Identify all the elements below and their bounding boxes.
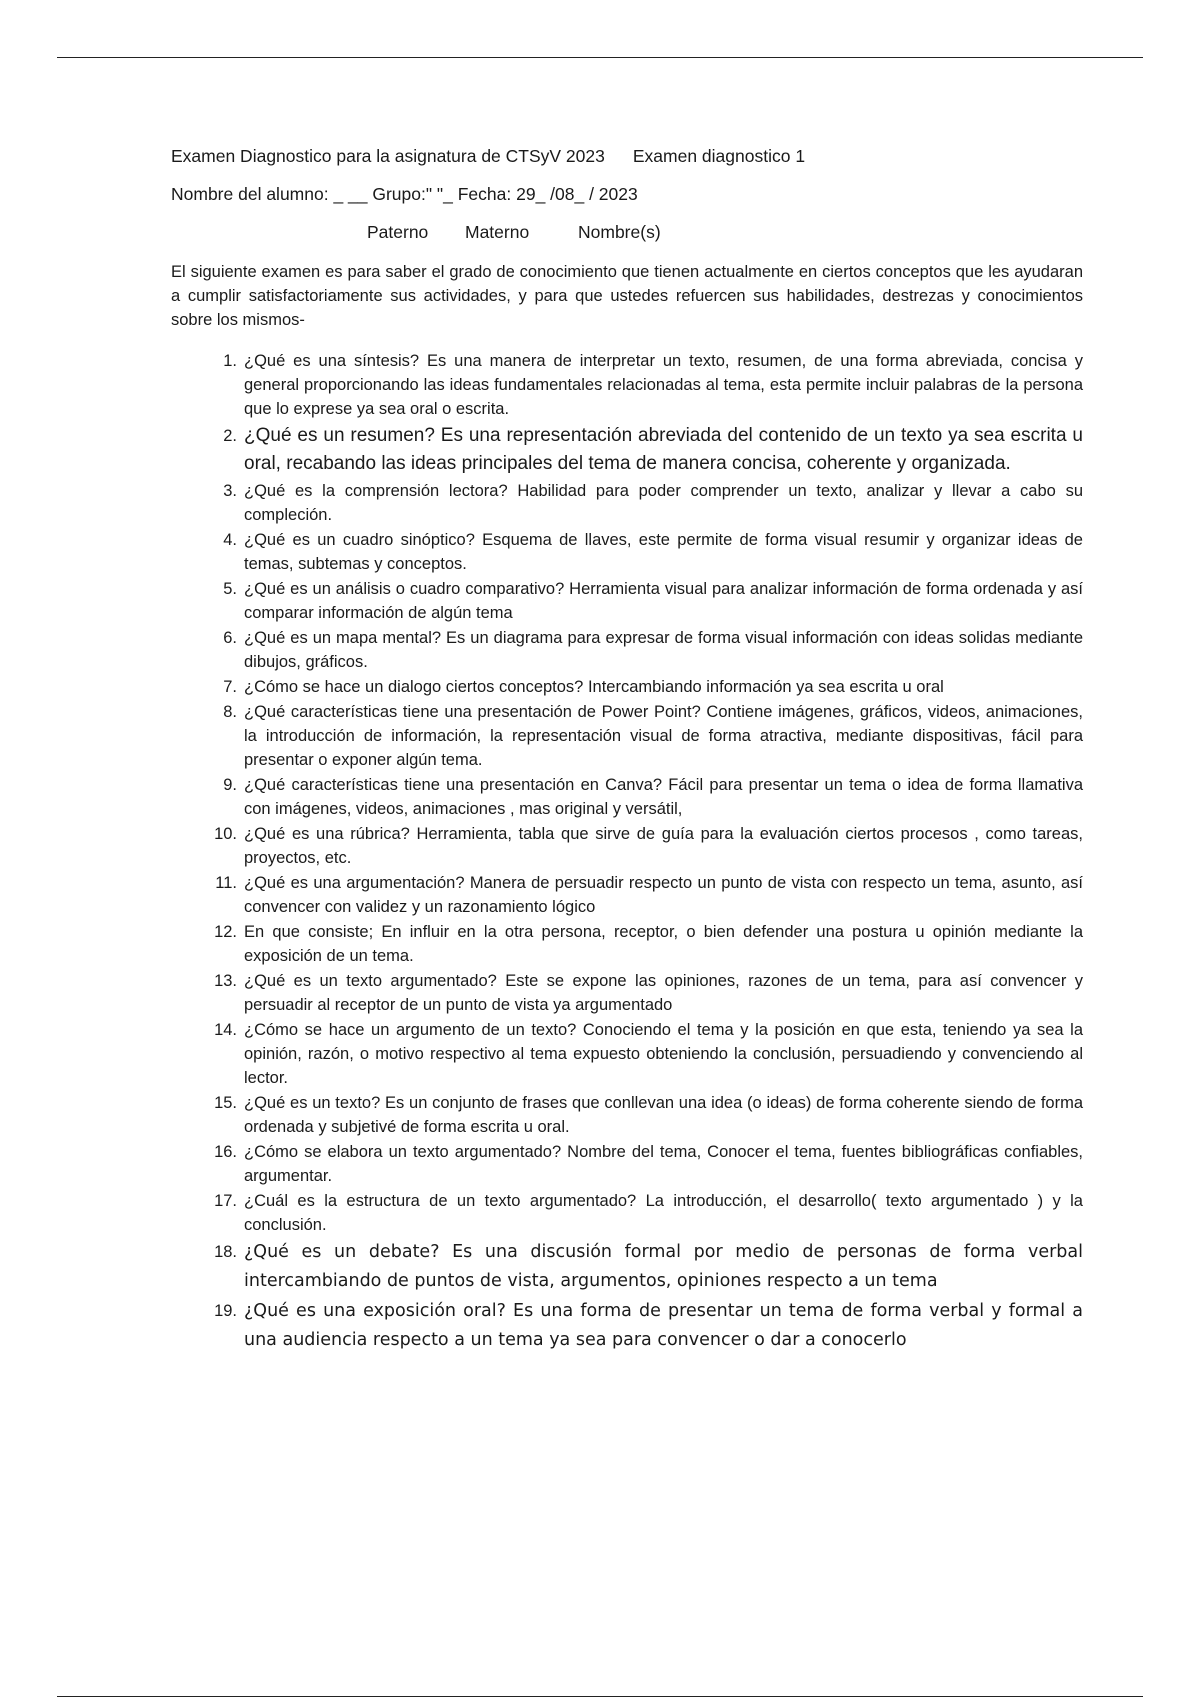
- name-part-nombres: Nombre(s): [578, 222, 661, 242]
- list-item: 6. ¿Qué es un mapa mental? Es un diagrama para expresar de forma visual información con ideas solidas mediante dibujos, gráficos.: [223, 628, 1083, 671]
- list-item: 19. ¿Qué es una exposición oral? Es una forma de presentar un tema de forma verbal y formal a una audiencia respecto a un tema ya sea para convencer o dar a conocerlo: [214, 1300, 1083, 1350]
- exam-header: [171, 144, 1083, 168]
- list-item: 8. ¿Qué características tiene una presentación de Power Point? Contiene imágenes, gráficos, videos, animaciones, la introducción de información, la representación visual de forma atractiva, mediante dispositivas, fácil para presentar o exponer algún tema.: [223, 702, 1083, 769]
- exam-document: [171, 144, 1083, 1356]
- student-info-line: Nombre del alumno: _ __ Grupo:" "_ Fecha: 29_ /08_ / 2023: [171, 184, 638, 204]
- list-item: 2. ¿Qué es un resumen? Es una representación abreviada del contenido de un texto ya sea escrita u oral, recabando las ideas principales del tema de manera concisa, coherente y organizada.: [223, 424, 1083, 474]
- list-item: 10. ¿Qué es una rúbrica? Herramienta, tabla que sirve de guía para la evaluación ciertos procesos , como tareas, proyectos, etc.: [214, 824, 1083, 867]
- top-rule: [57, 57, 1143, 58]
- list-item: 1. ¿Qué es una síntesis? Es una manera de interpretar un texto, resumen, de una forma abreviada, concisa y general proporcionando las ideas fundamentales relacionadas al tema, esta permite incluir palabras de la persona que lo exprese ya sea oral o escrita.: [223, 351, 1083, 418]
- name-part-materno: Materno: [465, 222, 530, 242]
- list-item: 15. ¿Qué es un texto? Es un conjunto de frases que conllevan una idea (o ideas) de forma coherente siendo de forma ordenada y subjetivé de forma escrita u oral.: [214, 1093, 1083, 1136]
- list-item: 12. En que consiste; En influir en la otra persona, receptor, o bien defender una postura u opinión mediante la exposición de un tema.: [214, 922, 1083, 965]
- bottom-rule: [57, 1696, 1143, 1697]
- list-item: 5. ¿Qué es un análisis o cuadro comparativo? Herramienta visual para analizar información de forma ordenada y así comparar información de algún tema: [223, 579, 1083, 622]
- list-item: 3. ¿Qué es la comprensión lectora? Habilidad para poder comprender un texto, analizar y llevar a cabo su compleción.: [223, 481, 1083, 524]
- list-item: 13. ¿Qué es un texto argumentado? Este se expone las opiniones, razones de un tema, para así convencer y persuadir al receptor de un punto de vista ya argumentado: [214, 971, 1083, 1014]
- exam-label: Examen diagnostico 1: [632, 146, 806, 166]
- list-item: 14. ¿Cómo se hace un argumento de un texto? Conociendo el tema y la posición en que esta, teniendo ya sea la opinión, razón, o motivo respectivo al tema expuesto obteniendo la conclusión, persuadiendo y convenciendo al lector.: [214, 1020, 1083, 1087]
- list-item: 18. ¿Qué es un debate? Es una discusión formal por medio de personas de forma verbal intercambiando de puntos de vista, argumentos, opiniones respecto a un tema: [214, 1241, 1083, 1291]
- list-item: 7. ¿Cómo se hace un dialogo ciertos conceptos? Intercambiando información ya sea escrita u oral: [223, 677, 944, 696]
- exam-title: Examen Diagnostico para la asignatura de CTSyV 2023: [171, 146, 605, 166]
- list-item: 11. ¿Qué es una argumentación? Manera de persuadir respecto un punto de vista con respecto un tema, asunto, así convencer con validez y un razonamiento lógico: [215, 873, 1083, 916]
- list-item: 9. ¿Qué características tiene una presentación en Canva? Fácil para presentar un tema o idea de forma llamativa con imágenes, videos, animaciones , mas original y versátil,: [223, 775, 1083, 818]
- list-item: 16. ¿Cómo se elabora un texto argumentado? Nombre del tema, Conocer el tema, fuentes bibliográficas confiables, argumentar.: [214, 1142, 1083, 1185]
- list-item: 17. ¿Cuál es la estructura de un texto argumentado? La introducción, el desarrollo( texto argumentado ) y la conclusión.: [214, 1191, 1083, 1234]
- name-part-paterno: Paterno: [367, 222, 429, 242]
- question-list: [171, 349, 1083, 1355]
- intro-paragraph: El siguiente examen es para saber el grado de conocimiento que tienen actualmente en ciertos conceptos que les ayudaran a cumplir satisfactoriamente sus actividades, y para que ustedes refuercen sus habilidades, destrezas y conocimientos sobre los mismos-: [171, 263, 1083, 329]
- list-item: 4. ¿Qué es un cuadro sinóptico? Esquema de llaves, este permite de forma visual resumir y organizar ideas de temas, subtemas y conceptos.: [223, 530, 1083, 573]
- name-parts-row: [367, 220, 1083, 244]
